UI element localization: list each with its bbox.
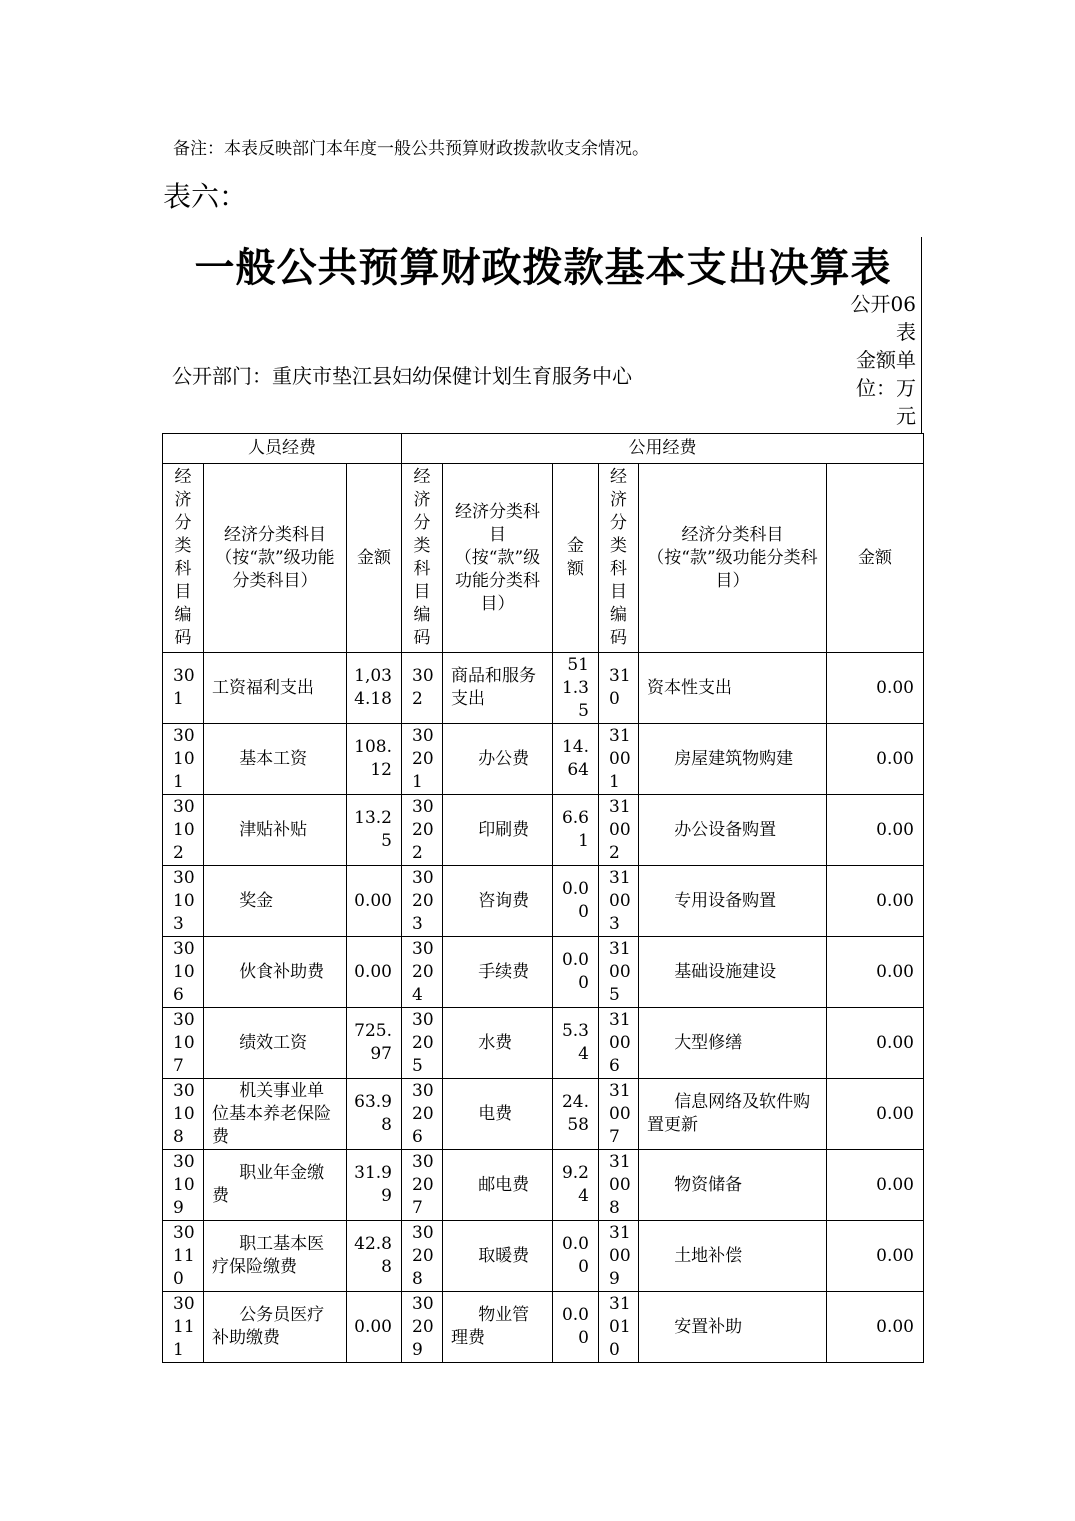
- group-personnel: 人员经费: [163, 434, 402, 464]
- code-cell: 31006: [599, 1008, 639, 1079]
- amount-cell: 0.00: [827, 866, 924, 937]
- code-cell: 30101: [163, 724, 204, 795]
- amount-cell: 24.58: [553, 1079, 599, 1150]
- subject-cell: 大型修缮: [639, 1008, 827, 1079]
- form-number-and-unit: [838, 290, 916, 430]
- amount-cell: 511.35: [553, 653, 599, 724]
- code-cell: 30108: [163, 1079, 204, 1150]
- subject-cell: 伙食补助费: [204, 937, 347, 1008]
- code-cell: 31005: [599, 937, 639, 1008]
- subject-cell: 机关事业单位基本养老保险费: [204, 1079, 347, 1150]
- form-number: 公开06表: [850, 292, 916, 344]
- amount-cell: 31.99: [347, 1150, 402, 1221]
- subject-cell: 信息网络及软件购置更新: [639, 1079, 827, 1150]
- code-cell: 30201: [402, 724, 443, 795]
- header-amount-2: 金额: [553, 464, 599, 653]
- code-cell: 30107: [163, 1008, 204, 1079]
- subject-cell: 物资储备: [639, 1150, 827, 1221]
- code-cell: 30204: [402, 937, 443, 1008]
- subject-cell: 专用设备购置: [639, 866, 827, 937]
- table-number: 表六：: [163, 180, 248, 213]
- subject-cell: 电费: [443, 1079, 553, 1150]
- table-row: [163, 866, 924, 937]
- header-subject-3: 经济分类科目（按“款”级功能分类科目）: [639, 464, 827, 653]
- subject-cell: 办公费: [443, 724, 553, 795]
- code-cell: 30206: [402, 1079, 443, 1150]
- amount-cell: 0.00: [827, 1221, 924, 1292]
- header-code-2: 经济分类科目编码: [402, 464, 443, 653]
- subject-cell: 职工基本医疗保险缴费: [204, 1221, 347, 1292]
- amount-cell: 6.61: [553, 795, 599, 866]
- amount-cell: 0.00: [347, 1292, 402, 1363]
- subject-cell: 房屋建筑物购建: [639, 724, 827, 795]
- subject-cell: 津贴补贴: [204, 795, 347, 866]
- group-header-row: [163, 434, 924, 464]
- amount-cell: 14.64: [553, 724, 599, 795]
- amount-cell: 0.00: [553, 1221, 599, 1292]
- amount-cell: 1,034.18: [347, 653, 402, 724]
- subject-cell: 印刷费: [443, 795, 553, 866]
- subject-cell: 办公设备购置: [639, 795, 827, 866]
- header-amount-3: 金额: [827, 464, 924, 653]
- code-cell: 30106: [163, 937, 204, 1008]
- code-cell: 31008: [599, 1150, 639, 1221]
- code-cell: 30111: [163, 1292, 204, 1363]
- subject-cell: 安置补助: [639, 1292, 827, 1363]
- amount-cell: 0.00: [827, 1079, 924, 1150]
- amount-cell: 0.00: [827, 1150, 924, 1221]
- amount-cell: 725.97: [347, 1008, 402, 1079]
- amount-cell: 0.00: [347, 866, 402, 937]
- code-cell: 31003: [599, 866, 639, 937]
- table-row: [163, 653, 924, 724]
- table-row: [163, 937, 924, 1008]
- department-name: 公开部门：重庆市垫江县妇幼保健计划生育服务中心: [172, 364, 632, 388]
- header-code-1: 经济分类科目编码: [163, 464, 204, 653]
- code-cell: 31009: [599, 1221, 639, 1292]
- subject-cell: 资本性支出: [639, 653, 827, 724]
- table-row: [163, 1292, 924, 1363]
- code-cell: 31007: [599, 1079, 639, 1150]
- amount-cell: 63.98: [347, 1079, 402, 1150]
- code-cell: 30102: [163, 795, 204, 866]
- code-cell: 30202: [402, 795, 443, 866]
- table-row: [163, 1221, 924, 1292]
- code-cell: 301: [163, 653, 204, 724]
- subject-cell: 手续费: [443, 937, 553, 1008]
- code-cell: 302: [402, 653, 443, 724]
- amount-cell: 0.00: [827, 653, 924, 724]
- amount-cell: 0.00: [827, 937, 924, 1008]
- subject-cell: 奖金: [204, 866, 347, 937]
- code-cell: 30209: [402, 1292, 443, 1363]
- header-subject-1: 经济分类科目（按“款”级功能分类科目）: [204, 464, 347, 653]
- code-cell: 31002: [599, 795, 639, 866]
- subject-cell: 水费: [443, 1008, 553, 1079]
- group-public: 公用经费: [402, 434, 924, 464]
- amount-cell: 0.00: [827, 1292, 924, 1363]
- page-title: 一般公共预算财政拨款基本支出决算表: [194, 245, 892, 291]
- subject-cell: 邮电费: [443, 1150, 553, 1221]
- amount-cell: 108.12: [347, 724, 402, 795]
- subject-cell: 工资福利支出: [204, 653, 347, 724]
- subject-cell: 公务员医疗补助缴费: [204, 1292, 347, 1363]
- code-cell: 30205: [402, 1008, 443, 1079]
- subject-cell: 绩效工资: [204, 1008, 347, 1079]
- amount-cell: 0.00: [553, 866, 599, 937]
- table-row: [163, 724, 924, 795]
- amount-cell: 0.00: [347, 937, 402, 1008]
- table-note: 备注：本表反映部门本年度一般公共预算财政拨款收支余情况。: [173, 139, 649, 159]
- amount-unit: 金额单位：万元: [856, 348, 916, 428]
- amount-cell: 0.00: [827, 795, 924, 866]
- code-cell: 30109: [163, 1150, 204, 1221]
- code-cell: 310: [599, 653, 639, 724]
- amount-cell: 0.00: [553, 937, 599, 1008]
- subject-cell: 咨询费: [443, 866, 553, 937]
- amount-cell: 0.00: [553, 1292, 599, 1363]
- code-cell: 30203: [402, 866, 443, 937]
- column-header-row: [163, 464, 924, 653]
- table-row: [163, 1008, 924, 1079]
- code-cell: 30208: [402, 1221, 443, 1292]
- expenditure-table: [162, 433, 924, 1363]
- code-cell: 30103: [163, 866, 204, 937]
- header-code-3: 经济分类科目编码: [599, 464, 639, 653]
- subject-cell: 基础设施建设: [639, 937, 827, 1008]
- subject-cell: 物业管理费: [443, 1292, 553, 1363]
- subject-cell: 取暖费: [443, 1221, 553, 1292]
- amount-cell: 9.24: [553, 1150, 599, 1221]
- subject-cell: 基本工资: [204, 724, 347, 795]
- code-cell: 31010: [599, 1292, 639, 1363]
- subject-cell: 职业年金缴费: [204, 1150, 347, 1221]
- code-cell: 30110: [163, 1221, 204, 1292]
- subject-cell: 商品和服务支出: [443, 653, 553, 724]
- amount-cell: 0.00: [827, 1008, 924, 1079]
- amount-cell: 0.00: [827, 724, 924, 795]
- table-row: [163, 1150, 924, 1221]
- code-cell: 31001: [599, 724, 639, 795]
- table-row: [163, 1079, 924, 1150]
- amount-cell: 13.25: [347, 795, 402, 866]
- amount-cell: 42.88: [347, 1221, 402, 1292]
- subject-cell: 土地补偿: [639, 1221, 827, 1292]
- header-amount-1: 金额: [347, 464, 402, 653]
- amount-cell: 5.34: [553, 1008, 599, 1079]
- code-cell: 30207: [402, 1150, 443, 1221]
- header-subject-2: 经济分类科目（按“款”级功能分类科目）: [443, 464, 553, 653]
- table-row: [163, 795, 924, 866]
